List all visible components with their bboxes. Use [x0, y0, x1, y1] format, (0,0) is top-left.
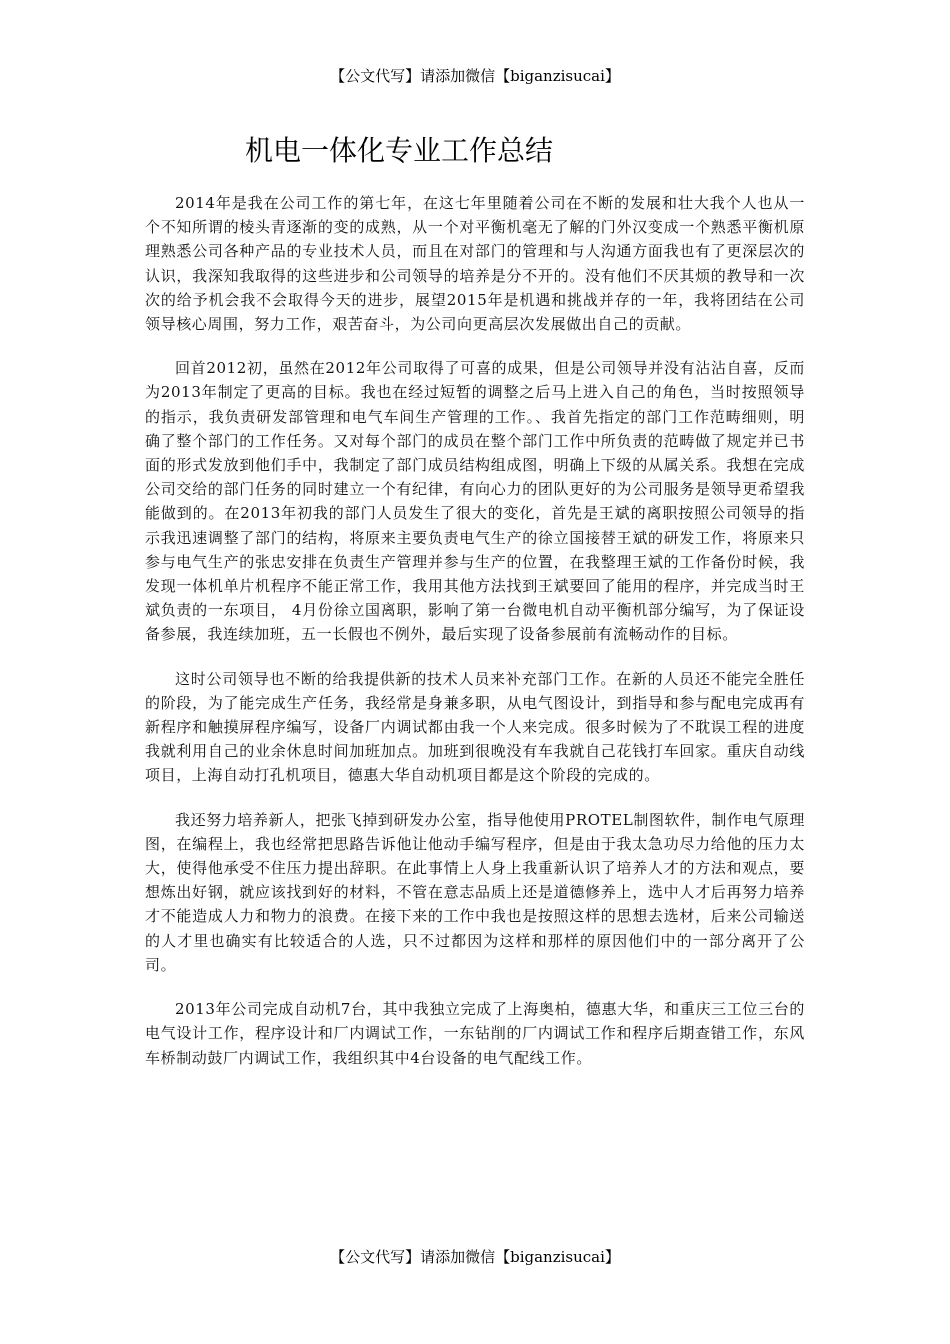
- document-title: 机电一体化专业工作总结: [245, 134, 554, 167]
- footer-note: 【公文代写】请添加微信【biganzisucai】: [330, 1248, 620, 1266]
- paragraph-5: 2013年公司完成自动机7台，其中我独立完成了上海奥柏，德惠大华，和重庆三工位三台的电气设计工作，程序设计和厂内调试工作，一东钻削的厂内调试工作和程序后期查错工作，东风车桥制动鼓厂内调试工作，我组织其中4台设备的电气配线工作。: [145, 1000, 805, 1067]
- paragraph-1: 2014年是我在公司工作的第七年，在这七年里随着公司在不断的发展和壮大我个人也从一个不知所谓的棱头青逐渐的变的成熟，从一个对平衡机毫无了解的门外汉变成一个熟悉平衡机原理熟悉公司各种产品的专业技术人员，而且在对部门的管理和与人沟通方面我也有了更深层次的认识，我深知我取得的这些进步和公司领导的培养是分不开的。没有他们不厌其烦的教导和一次次的给予机会我不会取得今天的进步，展望2015年是机遇和挑战并存的一年，我将团结在公司领导核心周围，努力工作，艰苦奋斗，为公司向更高层次发展做出自己的贡献。: [145, 194, 805, 334]
- paragraph-2: 回首2012初，虽然在2012年公司取得了可喜的成果，但是公司领导并没有沾沾自喜，反而为2013年制定了更高的目标。我也在经过短暂的调整之后马上进入自己的角色，当时按照领导的指示，我负责研发部管理和电气车间生产管理的工作。、我首先指定的部门工作范畴细则，明确了整个部门的工作任务。又对每个部门的成员在整个部门工作中所负责的范畴做了规定并已书面的形式发放到他们手中，我制定了部门成员结构组成图，明确上下级的从属关系。我想在完成公司交给的部门任务的同时建立一个有纪律，有向心力的团队更好的为公司服务是领导更希望我能做到的。在2013年初我的部门人员发生了很大的变化，首先是王斌的离职按照公司领导的指示我迅速调整了部门的结构，将原来主要负责电气生产的徐立国接替王斌的研发工作，将原来只参与电气生产的张忠安排在负责生产管理并参与生产的位置，在我整理王斌的工作备份时候，我发现一体机单片机程序不能正常工作，我用其他方法找到王斌要回了能用的程序，并完成当时王斌负责的一东项目， 4月份徐立国离职，影响了第一台微电机自动平衡机部分编写，为了保证设备参展，我连续加班，五一长假也不例外，最后实现了设备参展前有流畅动作的目标。: [145, 359, 805, 644]
- paragraph-4: 我还努力培养新人，把张飞掉到研发办公室，指导他使用PROTEL制图软件，制作电气原理图，在编程上，我也经常把思路告诉他让他动手编写程序，但是由于我太急功尽力给他的压力太大，使得他承受不住压力提出辞职。在此事情上人身上我重新认识了培养人才的方法和观点，要想炼出好钢，就应该找到好的材料，不管在意志品质上还是道德修养上，选中人才后再努力培养才不能造成人力和物力的浪费。在接下来的工作中我也是按照这样的思想去选材，后来公司输送的人才里也确实有比较适合的人选，只不过都因为这样和那样的原因他们中的一部分离开了公司。: [145, 810, 805, 974]
- document-body: [145, 191, 805, 1090]
- header-note: 【公文代写】请添加微信【biganzisucai】: [330, 67, 620, 85]
- paragraph-3: 这时公司领导也不断的给我提供新的技术人员来补充部门工作。在新的人员还不能完全胜任的阶段，为了能完成生产任务，我经常是身兼多职，从电气图设计，到指导和参与配电完成再有新程序和触摸屏程序编写，设备厂内调试都由我一个人来完成。很多时候为了不耽误工程的进度我就利用自己的业余休息时间加班加点。加班到很晚没有车我就自己花钱打车回家。重庆自动线项目，上海自动打孔机项目，德惠大华自动机项目都是这个阶段的完成的。: [145, 669, 805, 785]
